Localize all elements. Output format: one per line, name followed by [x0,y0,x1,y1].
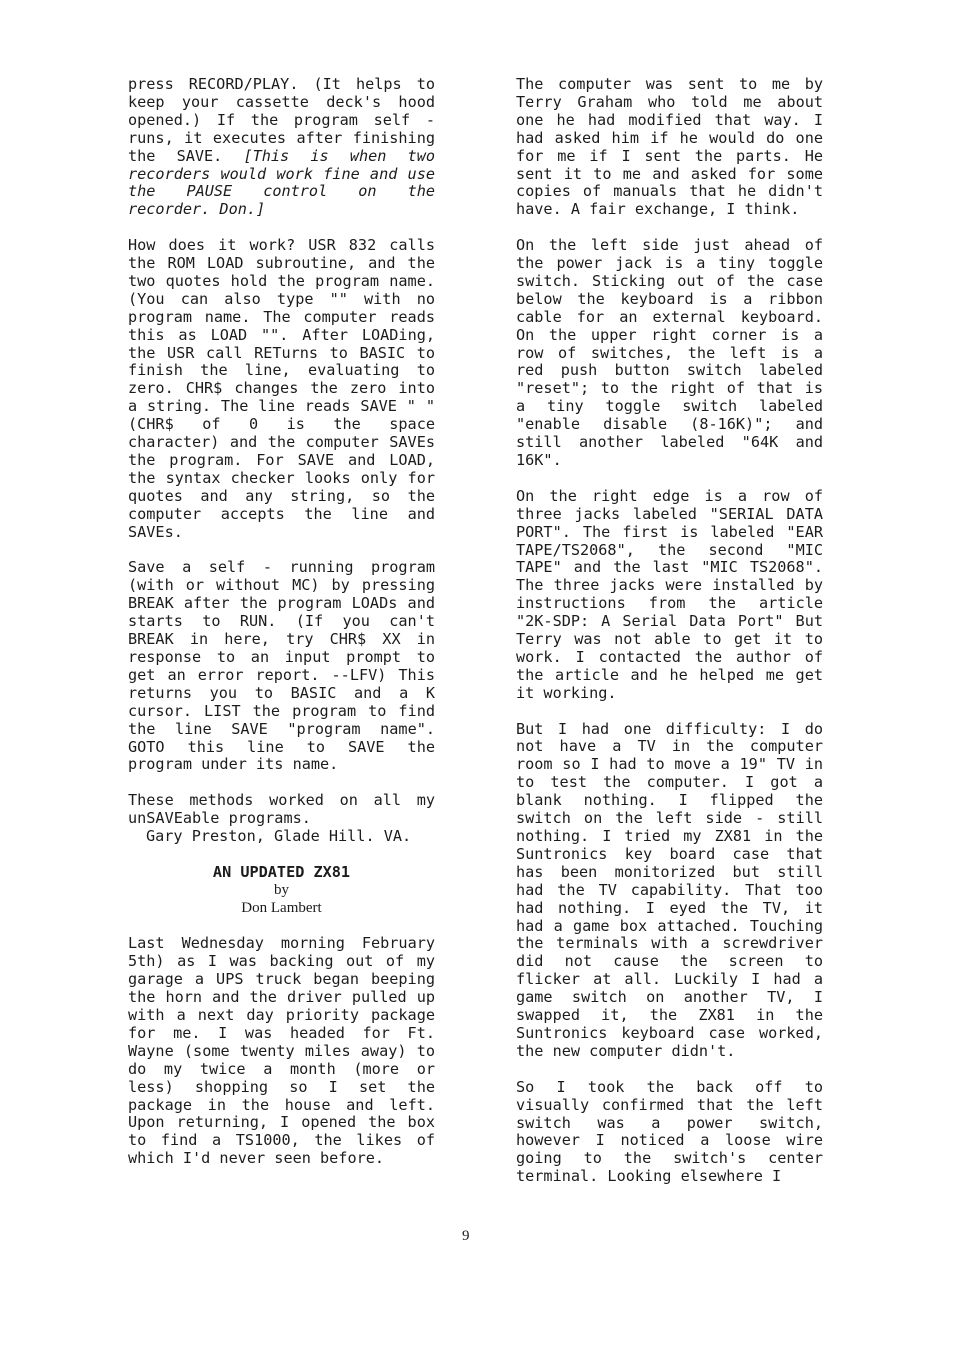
body-paragraph: On the left side just ahead of the power jack is a tiny toggle switch. Sticking out of the case below the keyboard is a ribbon cable for an external keyboard. On the upper right corner is a row of switches, the left is a red push button switch labeled "reset"; to the right of that is a tiny toggle switch labeled "enable disable (8-16K)"; and still another labeled "64K and 16K". [516,236,823,470]
body-paragraph: On the right edge is a row of three jacks labeled "SERIAL DATA PORT". The first is labeled "EAR TAPE/TS2068", the second "MIC TAPE" and the last "MIC TS2068". The three jacks were installed by instructions from the article "2K-SDP: A Serial Data Port" But Terry was not able to get it to work. I contacted the author of the article and he helped me get it working. [516,486,823,702]
article-intro-paragraph: Last Wednesday morning February 5th) as I was backing out of my garage a UPS truck began beeping the horn and the driver pulled up with a next day priority package for me. I was headed for Ft. Wayne (some twenty miles away) to do my twice a month (more or less) shopping so I set the package in the house and left. Upon returning, I opened the box to find a TS1000, the likes of which I'd never seen before. [128,934,435,1168]
continuation-text: press RECORD/PLAY. (It helps to keep your cassette deck's hood opened.) If the program self - runs, it executes after finishing the SAVE. [128,75,435,165]
page-number: 9 [462,1228,470,1244]
article-header [128,864,435,918]
methods-paragraph: These methods worked on all my unSAVEable programs. [128,791,435,828]
how-it-works-paragraph: How does it work? USR 832 calls the ROM LOAD subroutine, and the two quotes hold the program name. (You can also type "" with no program name. The computer reads this as LOAD "". After LOADing, the USR call RETurns to BASIC to finish the line, evaluating to zero. CHR$ changes the zero into a string. The line reads SAVE " " (CHR$ of 0 is the space character) and the computer SAVEs the program. For SAVE and LOAD, the syntax checker looks only for quotes and any string, so the computer accepts the line and SAVEs. [128,236,435,541]
body-paragraph: The computer was sent to me by Terry Graham who told me about one he had modified that way. I had asked him if he would do one for me if I sent the parts. He sent it to me and asked for some copies of manuals that he didn't have. A fair exchange, I think. [516,75,823,219]
editor-note: [This is when two recorders would work fine and use the PAUSE control on the recorder. Don.] [128,146,435,219]
letter-signature: Gary Preston, Glade Hill. VA. [146,827,412,846]
body-paragraph: But I had one difficulty: I do not have a TV in the computer room so I had to move a 19" TV in to test the computer. I got a blank nothing. I flipped the switch on the left side - still nothing. I tried my ZX81 in the Suntronics key board case that has been monitorized but still had the TV capability. That too had nothing. I eyed the TV, it had a game box attached. Touching the terminals with a screwdriver did not cause the screen to flicker at all. Luckily I had a game switch on another TV, I swapped it, the ZX81 in the Suntronics keyboard case worked, the new computer didn't. [516,719,823,1060]
article-byline: by [274,881,289,898]
article-title: AN UPDATED ZX81 [212,862,351,881]
left-column [128,76,435,1168]
continuation-paragraph [128,76,435,219]
body-paragraph: So I took the back off to visually confirmed that the left switch was a power switch, however I noticed a loose wire going to the switch's center terminal. Looking elsewhere I [516,1077,823,1186]
article-author: Don Lambert [241,899,322,916]
right-column [516,76,823,1186]
self-running-paragraph: Save a self - running program (with or without MC) by pressing BREAK after the program LOADs and starts to RUN. (If you can't BREAK in here, try CHR$ XX in response to an input prompt to get an error report. --LFV) This returns you to BASIC and a K cursor. LIST the program to find the line SAVE "program name". GOTO this line to SAVE the program under its name. [128,558,435,774]
